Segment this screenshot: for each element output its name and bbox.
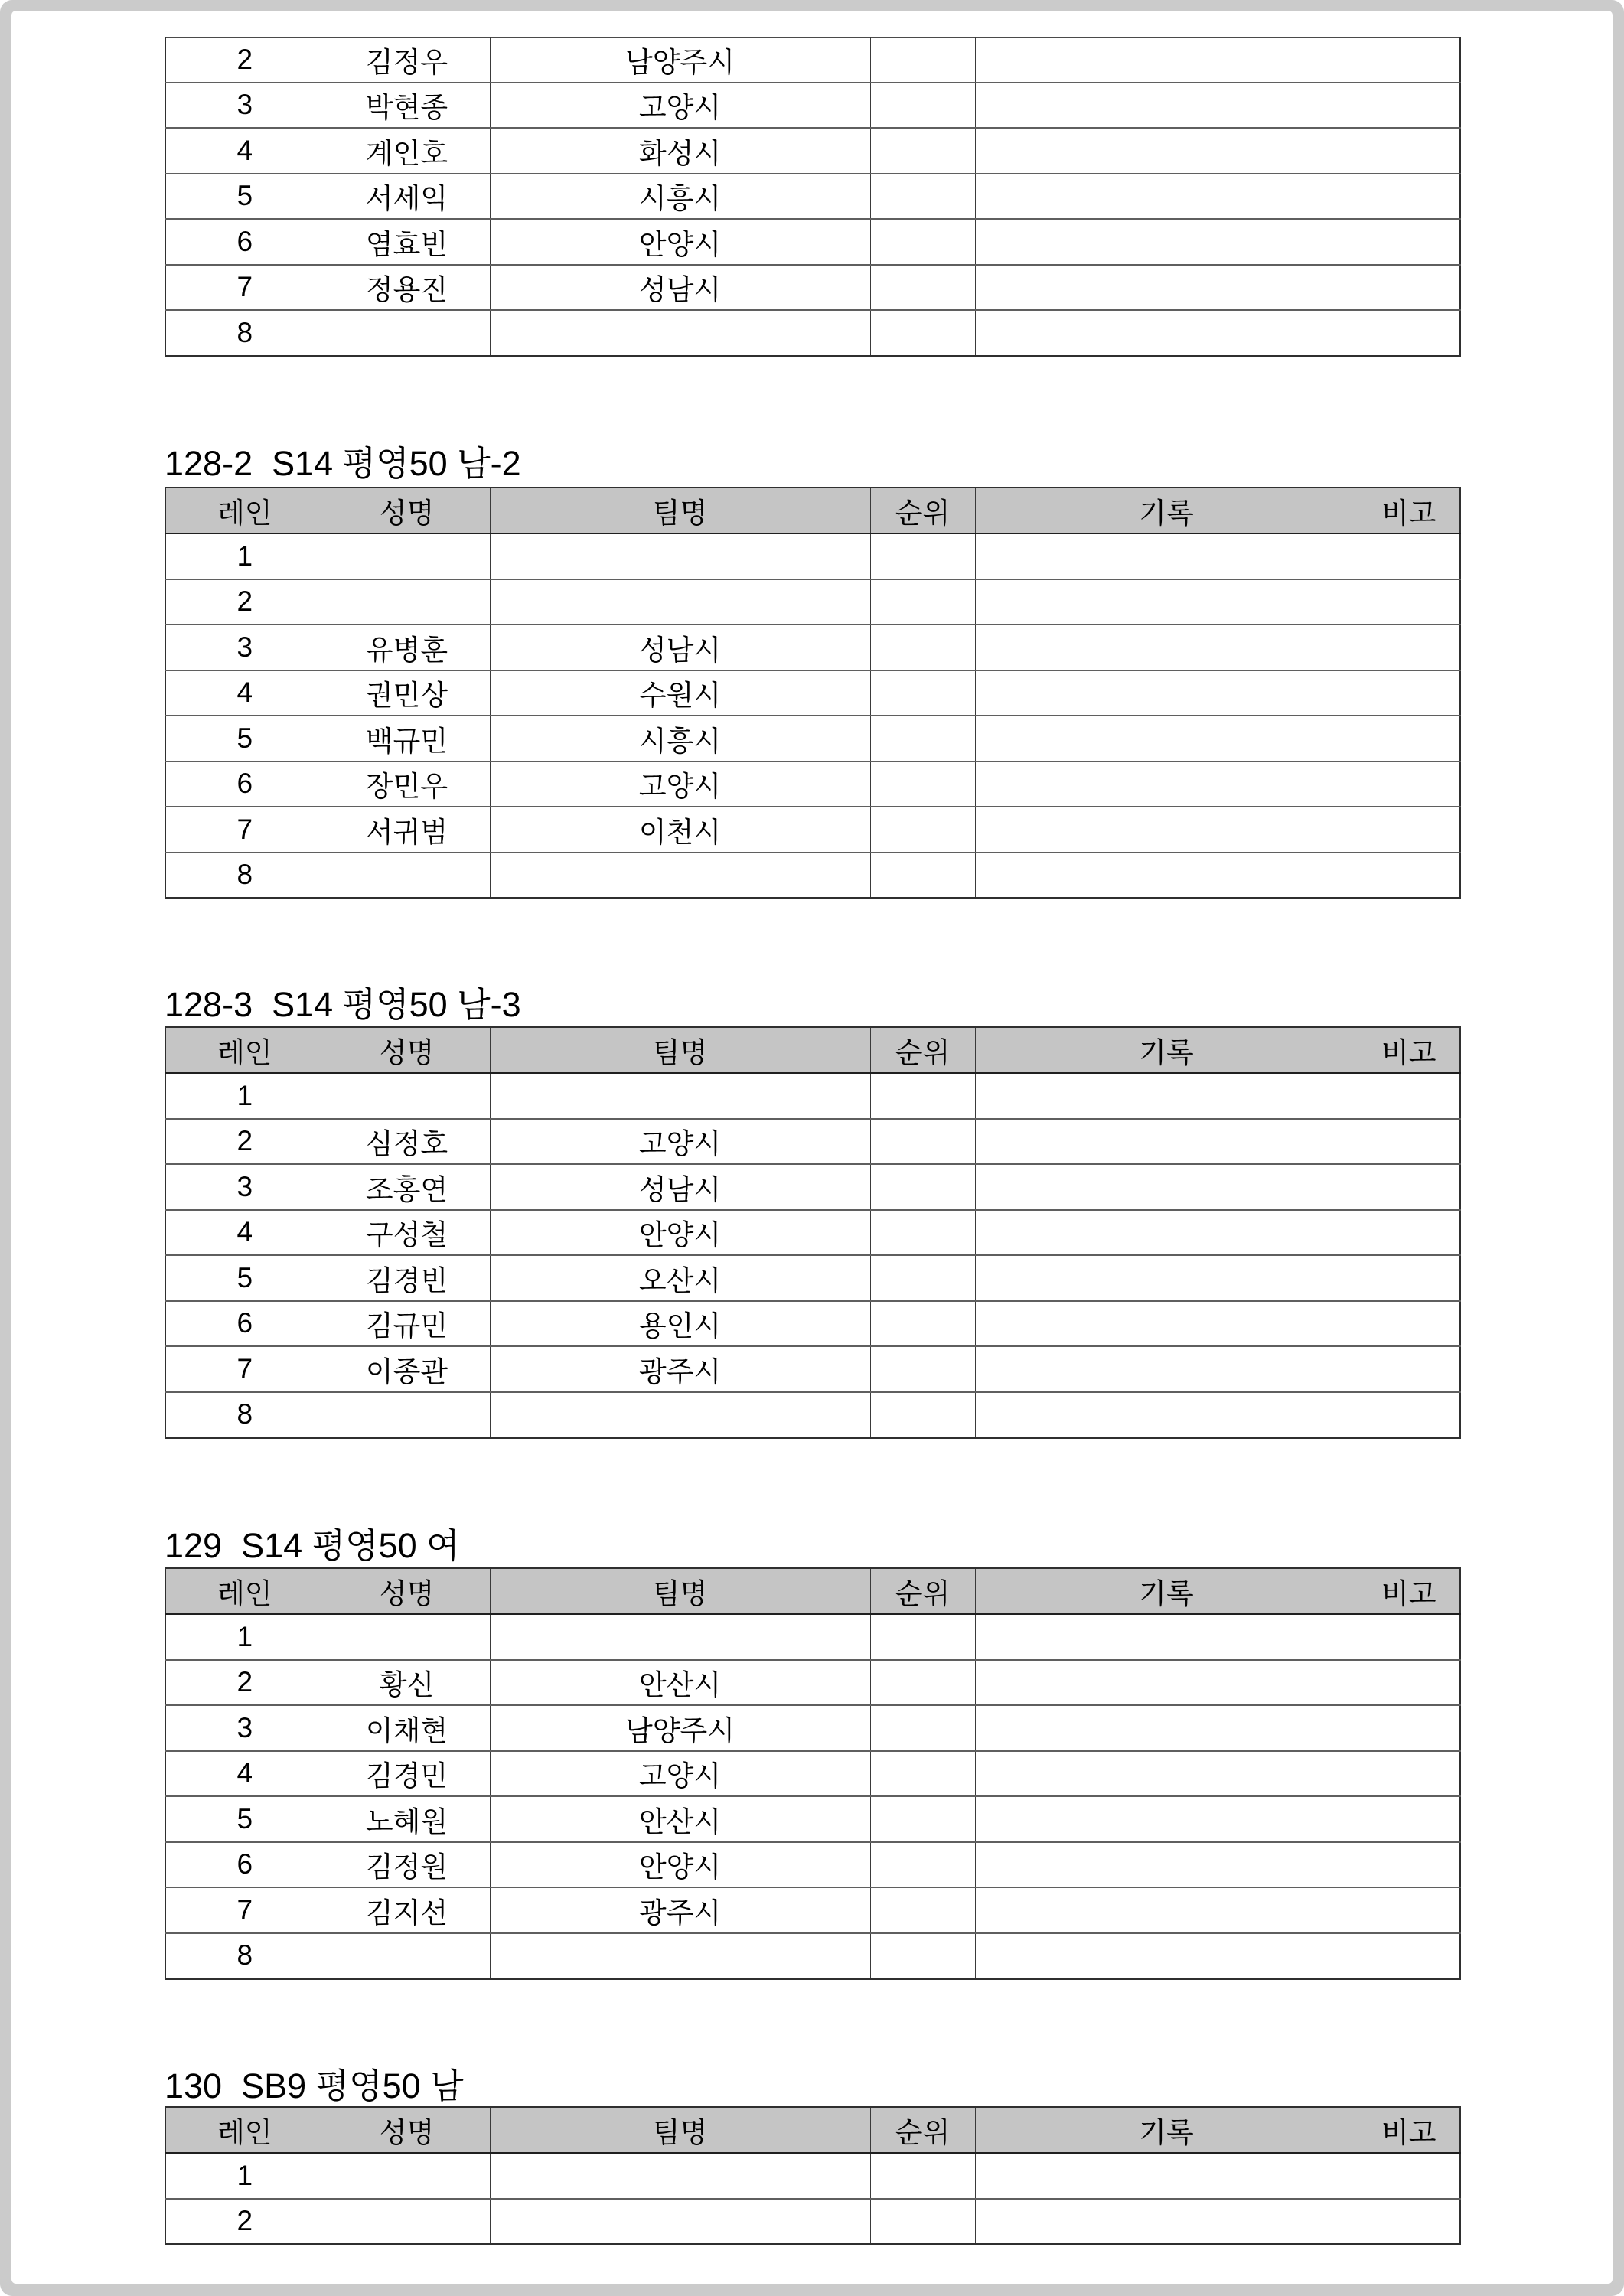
lane-cell: 5 xyxy=(165,716,324,762)
lane-cell: 7 xyxy=(165,1887,324,1933)
rank-cell xyxy=(870,1796,975,1842)
lane-cell: 8 xyxy=(165,853,324,899)
name-cell: 조홍연 xyxy=(324,1164,490,1210)
table-row xyxy=(165,716,1460,762)
rank-cell xyxy=(870,128,975,174)
table-row xyxy=(165,265,1460,311)
note-cell xyxy=(1358,1887,1460,1933)
table-row xyxy=(165,1614,1460,1660)
team-cell xyxy=(490,1392,870,1438)
lane-cell: 2 xyxy=(165,579,324,625)
note-cell xyxy=(1358,1210,1460,1256)
rank-cell xyxy=(870,2153,975,2199)
note-cell xyxy=(1358,1073,1460,1119)
record-cell xyxy=(975,1933,1358,1979)
column-header: 팀명 xyxy=(490,488,870,533)
column-header: 순위 xyxy=(870,488,975,533)
column-header: 성명 xyxy=(324,488,490,533)
name-cell xyxy=(324,2153,490,2199)
table-row xyxy=(165,219,1460,265)
name-cell: 장민우 xyxy=(324,762,490,807)
name-cell xyxy=(324,2199,490,2245)
column-header: 기록 xyxy=(975,2107,1358,2153)
record-cell xyxy=(975,2153,1358,2199)
rank-cell xyxy=(870,1073,975,1119)
lane-cell: 1 xyxy=(236,2159,253,2191)
name-cell: 정용진 xyxy=(324,265,490,311)
lane-cell: 1 xyxy=(236,540,253,572)
lane-cell: 2 xyxy=(236,43,253,75)
rank-cell xyxy=(870,762,975,807)
rank-cell xyxy=(870,1301,975,1347)
rank-cell xyxy=(870,310,975,356)
rank-cell xyxy=(870,853,975,899)
team-cell xyxy=(490,2199,870,2245)
name-cell xyxy=(324,1933,490,1979)
rank-cell xyxy=(870,1660,975,1706)
team-cell: 안산시 xyxy=(490,1660,870,1706)
note-cell xyxy=(1358,174,1460,220)
column-header: 성명 xyxy=(324,1027,490,1073)
note-cell xyxy=(1358,533,1460,579)
team-cell xyxy=(490,533,870,579)
column-header: 기록 xyxy=(975,488,1358,533)
lane-cell: 6 xyxy=(165,219,324,265)
team-cell: 고양시 xyxy=(490,762,870,807)
team-cell xyxy=(490,1614,870,1660)
rank-cell xyxy=(870,716,975,762)
record-cell xyxy=(975,1751,1358,1797)
lane-cell: 7 xyxy=(165,265,324,311)
team-cell: 용인시 xyxy=(490,1301,870,1347)
rank-cell xyxy=(870,1887,975,1933)
rank-cell xyxy=(870,219,975,265)
column-header: 성명 xyxy=(324,2107,490,2153)
table-row xyxy=(165,1887,1460,1933)
rank-cell xyxy=(870,1255,975,1301)
name-cell: 서귀범 xyxy=(324,807,490,853)
header-row xyxy=(165,488,1460,533)
rank-cell xyxy=(870,1933,975,1979)
team-cell: 오산시 xyxy=(490,1255,870,1301)
table-row xyxy=(165,2153,1460,2199)
event-title: 130 SB9 평영50 남 xyxy=(165,2066,464,2105)
name-cell: 김경민 xyxy=(324,1751,490,1797)
rank-cell xyxy=(870,38,975,83)
note-cell xyxy=(1358,1255,1460,1301)
team-cell xyxy=(490,310,870,356)
table-row xyxy=(165,1751,1460,1797)
rank-cell xyxy=(870,807,975,853)
table-row xyxy=(165,38,1460,83)
column-header: 팀명 xyxy=(490,1027,870,1073)
rank-cell xyxy=(870,265,975,311)
rank-cell xyxy=(870,174,975,220)
record-cell xyxy=(975,1210,1358,1256)
table-row xyxy=(165,625,1460,670)
team-cell: 화성시 xyxy=(490,128,870,174)
team-cell: 이천시 xyxy=(490,807,870,853)
record-cell xyxy=(975,625,1358,670)
note-cell xyxy=(1358,219,1460,265)
team-cell: 고양시 xyxy=(490,1751,870,1797)
note-cell xyxy=(1358,762,1460,807)
team-cell: 고양시 xyxy=(490,83,870,129)
record-cell xyxy=(975,2199,1358,2245)
record-cell xyxy=(975,1119,1358,1165)
team-cell: 성남시 xyxy=(490,1164,870,1210)
rank-cell xyxy=(870,1346,975,1392)
note-cell xyxy=(1358,128,1460,174)
name-cell xyxy=(324,579,490,625)
team-cell: 성남시 xyxy=(490,625,870,670)
lane-cell: 7 xyxy=(165,1346,324,1392)
lane-cell: 3 xyxy=(165,83,324,129)
lane-cell: 6 xyxy=(165,762,324,807)
table-row xyxy=(165,1842,1460,1888)
record-cell xyxy=(975,265,1358,311)
lane-cell: 8 xyxy=(165,1933,324,1979)
heat-table xyxy=(165,2106,1461,2245)
team-cell: 안양시 xyxy=(490,219,870,265)
team-cell: 안양시 xyxy=(490,1210,870,1256)
record-cell xyxy=(975,1660,1358,1706)
event-section xyxy=(165,1567,1459,1980)
team-cell xyxy=(490,2153,870,2199)
column-header: 기록 xyxy=(975,1027,1358,1073)
lane-cell: 1 xyxy=(236,1620,253,1652)
note-cell xyxy=(1358,1842,1460,1888)
column-header: 레인 xyxy=(165,1027,324,1073)
table-row xyxy=(165,807,1460,853)
table-row xyxy=(165,1392,1460,1438)
record-cell xyxy=(975,716,1358,762)
column-header: 기록 xyxy=(975,1568,1358,1614)
team-cell: 남양주시 xyxy=(490,1705,870,1751)
record-cell xyxy=(975,807,1358,853)
team-cell xyxy=(490,1073,870,1119)
name-cell: 이채현 xyxy=(324,1705,490,1751)
record-cell xyxy=(975,38,1358,83)
rank-cell xyxy=(870,1842,975,1888)
name-cell: 노혜원 xyxy=(324,1796,490,1842)
record-cell xyxy=(975,1164,1358,1210)
record-cell xyxy=(975,762,1358,807)
name-cell: 심정호 xyxy=(324,1119,490,1165)
rank-cell xyxy=(870,1119,975,1165)
name-cell xyxy=(324,1392,490,1438)
record-cell xyxy=(975,1887,1358,1933)
name-cell: 서세익 xyxy=(324,174,490,220)
table-row xyxy=(165,1705,1460,1751)
name-cell: 황신 xyxy=(324,1660,490,1706)
note-cell xyxy=(1358,579,1460,625)
name-cell: 김정우 xyxy=(324,38,490,83)
team-cell: 광주시 xyxy=(490,1887,870,1933)
lane-cell: 5 xyxy=(165,1796,324,1842)
column-header: 레인 xyxy=(165,2107,324,2153)
event-title: 128-3 S14 평영50 남-3 xyxy=(165,985,521,1024)
note-cell xyxy=(1358,1660,1460,1706)
column-header: 비고 xyxy=(1358,2107,1460,2153)
team-cell: 시흥시 xyxy=(490,716,870,762)
lane-cell: 5 xyxy=(165,1255,324,1301)
rank-cell xyxy=(870,1751,975,1797)
name-cell: 유병훈 xyxy=(324,625,490,670)
column-header: 성명 xyxy=(324,1568,490,1614)
record-cell xyxy=(975,533,1358,579)
table-row xyxy=(165,1119,1460,1165)
record-cell xyxy=(975,1614,1358,1660)
table-row xyxy=(165,1164,1460,1210)
table-row xyxy=(165,670,1460,716)
note-cell xyxy=(1358,1614,1460,1660)
team-cell: 고양시 xyxy=(490,1119,870,1165)
record-cell xyxy=(975,670,1358,716)
event-section xyxy=(165,37,1459,357)
heat-table xyxy=(165,1567,1461,1980)
name-cell: 김경빈 xyxy=(324,1255,490,1301)
lane-cell: 1 xyxy=(236,1079,253,1111)
rank-cell xyxy=(870,1614,975,1660)
note-cell xyxy=(1358,1751,1460,1797)
record-cell xyxy=(975,1346,1358,1392)
lane-cell: 2 xyxy=(165,2199,324,2245)
header-row xyxy=(165,2107,1460,2153)
note-cell xyxy=(1358,1796,1460,1842)
rank-cell xyxy=(870,2199,975,2245)
record-cell xyxy=(975,219,1358,265)
note-cell xyxy=(1358,716,1460,762)
team-cell: 남양주시 xyxy=(490,38,870,83)
note-cell xyxy=(1358,1164,1460,1210)
team-cell: 성남시 xyxy=(490,265,870,311)
name-cell: 계인호 xyxy=(324,128,490,174)
table-row xyxy=(165,1073,1460,1119)
note-cell xyxy=(1358,625,1460,670)
lane-cell: 3 xyxy=(165,1164,324,1210)
note-cell xyxy=(1358,1346,1460,1392)
table-row xyxy=(165,174,1460,220)
name-cell: 권민상 xyxy=(324,670,490,716)
event-title: 129 S14 평영50 여 xyxy=(165,1526,460,1565)
table-row xyxy=(165,1255,1460,1301)
heat-table xyxy=(165,37,1461,357)
column-header: 팀명 xyxy=(490,1568,870,1614)
note-cell xyxy=(1358,1933,1460,1979)
name-cell: 이종관 xyxy=(324,1346,490,1392)
name-cell xyxy=(324,1073,490,1119)
column-header: 팀명 xyxy=(490,2107,870,2153)
name-cell: 염효빈 xyxy=(324,219,490,265)
team-cell: 수원시 xyxy=(490,670,870,716)
event-title: 128-2 S14 평영50 남-2 xyxy=(165,444,521,483)
heat-table xyxy=(165,487,1461,899)
rank-cell xyxy=(870,1705,975,1751)
table-row xyxy=(165,1210,1460,1256)
team-cell xyxy=(490,1933,870,1979)
note-cell xyxy=(1358,265,1460,311)
table-row xyxy=(165,2199,1460,2245)
header-row xyxy=(165,1027,1460,1073)
rank-cell xyxy=(870,670,975,716)
lane-cell: 6 xyxy=(165,1301,324,1347)
name-cell: 김규민 xyxy=(324,1301,490,1347)
table-row xyxy=(165,1660,1460,1706)
table-row xyxy=(165,762,1460,807)
record-cell xyxy=(975,853,1358,899)
document-page xyxy=(11,11,1613,2284)
name-cell: 김지선 xyxy=(324,1887,490,1933)
column-header: 레인 xyxy=(165,1568,324,1614)
lane-cell: 4 xyxy=(165,1210,324,1256)
column-header: 비고 xyxy=(1358,1568,1460,1614)
note-cell xyxy=(1358,1705,1460,1751)
note-cell xyxy=(1358,2153,1460,2199)
heat-table xyxy=(165,1026,1461,1439)
rank-cell xyxy=(870,1164,975,1210)
name-cell: 박현종 xyxy=(324,83,490,129)
note-cell xyxy=(1358,38,1460,83)
event-section xyxy=(165,2106,1459,2245)
record-cell xyxy=(975,1796,1358,1842)
note-cell xyxy=(1358,83,1460,129)
name-cell xyxy=(324,310,490,356)
lane-cell: 4 xyxy=(165,128,324,174)
lane-cell: 2 xyxy=(165,1660,324,1706)
note-cell xyxy=(1358,1301,1460,1347)
team-cell: 안양시 xyxy=(490,1842,870,1888)
column-header: 비고 xyxy=(1358,488,1460,533)
column-header: 레인 xyxy=(165,488,324,533)
lane-cell: 2 xyxy=(165,1119,324,1165)
rank-cell xyxy=(870,579,975,625)
record-cell xyxy=(975,579,1358,625)
note-cell xyxy=(1358,853,1460,899)
column-header: 순위 xyxy=(870,2107,975,2153)
record-cell xyxy=(975,1705,1358,1751)
table-row xyxy=(165,1796,1460,1842)
note-cell xyxy=(1358,310,1460,356)
table-row xyxy=(165,1346,1460,1392)
table-row xyxy=(165,1933,1460,1979)
lane-cell: 3 xyxy=(165,1705,324,1751)
team-cell xyxy=(490,853,870,899)
column-header: 순위 xyxy=(870,1027,975,1073)
note-cell xyxy=(1358,1392,1460,1438)
record-cell xyxy=(975,310,1358,356)
record-cell xyxy=(975,1842,1358,1888)
lane-cell: 4 xyxy=(165,1751,324,1797)
lane-cell: 7 xyxy=(165,807,324,853)
table-row xyxy=(165,579,1460,625)
lane-cell: 4 xyxy=(165,670,324,716)
lane-cell: 5 xyxy=(165,174,324,220)
column-header: 비고 xyxy=(1358,1027,1460,1073)
table-row xyxy=(165,533,1460,579)
rank-cell xyxy=(870,625,975,670)
record-cell xyxy=(975,1255,1358,1301)
record-cell xyxy=(975,83,1358,129)
name-cell: 구성철 xyxy=(324,1210,490,1256)
lane-cell: 6 xyxy=(165,1842,324,1888)
record-cell xyxy=(975,174,1358,220)
rank-cell xyxy=(870,83,975,129)
table-row xyxy=(165,83,1460,129)
name-cell: 백규민 xyxy=(324,716,490,762)
record-cell xyxy=(975,1073,1358,1119)
record-cell xyxy=(975,1301,1358,1347)
team-cell xyxy=(490,579,870,625)
team-cell: 시흥시 xyxy=(490,174,870,220)
column-header: 순위 xyxy=(870,1568,975,1614)
note-cell xyxy=(1358,1119,1460,1165)
note-cell xyxy=(1358,670,1460,716)
team-cell: 안산시 xyxy=(490,1796,870,1842)
note-cell xyxy=(1358,807,1460,853)
name-cell xyxy=(324,533,490,579)
rank-cell xyxy=(870,1392,975,1438)
event-section xyxy=(165,487,1459,899)
event-section xyxy=(165,1026,1459,1439)
table-row xyxy=(165,128,1460,174)
name-cell: 김정원 xyxy=(324,1842,490,1888)
table-row xyxy=(165,853,1460,899)
record-cell xyxy=(975,128,1358,174)
note-cell xyxy=(1358,2199,1460,2245)
team-cell: 광주시 xyxy=(490,1346,870,1392)
lane-cell: 8 xyxy=(165,1392,324,1438)
rank-cell xyxy=(870,533,975,579)
name-cell xyxy=(324,853,490,899)
lane-cell: 8 xyxy=(165,310,324,356)
rank-cell xyxy=(870,1210,975,1256)
lane-cell: 3 xyxy=(165,625,324,670)
table-row xyxy=(165,1301,1460,1347)
header-row xyxy=(165,1568,1460,1614)
name-cell xyxy=(324,1614,490,1660)
record-cell xyxy=(975,1392,1358,1438)
table-row xyxy=(165,310,1460,356)
